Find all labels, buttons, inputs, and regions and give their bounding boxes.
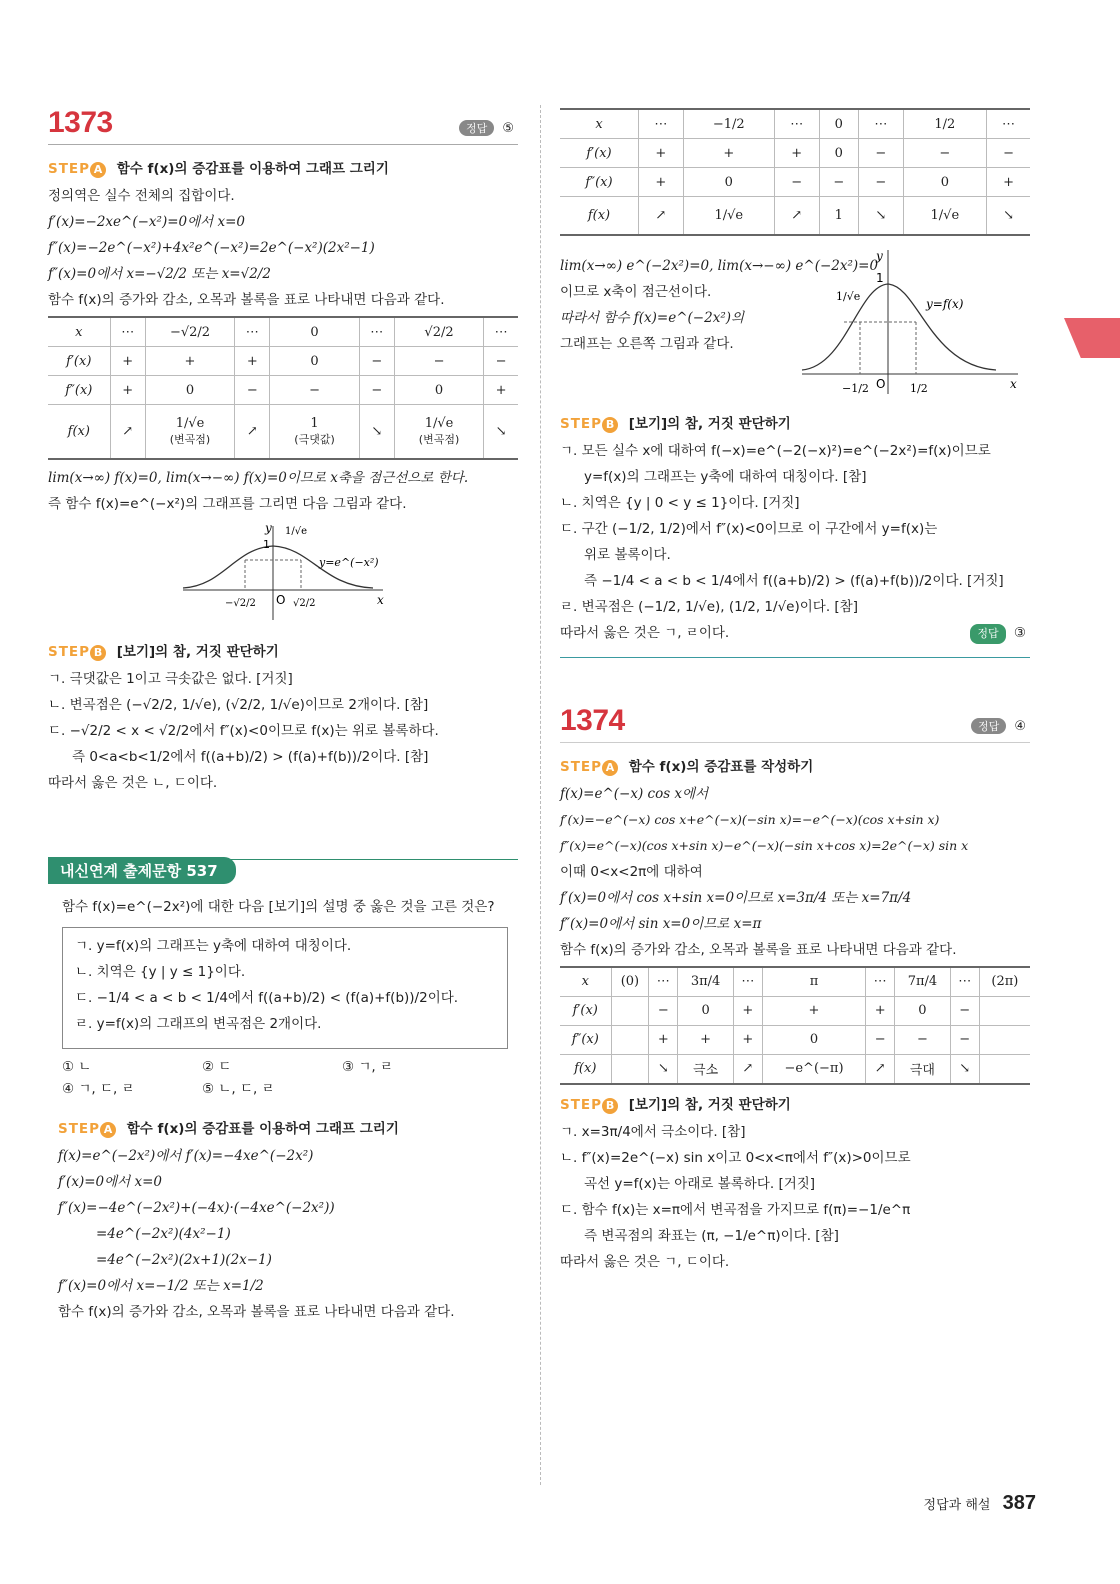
table-cell: + — [110, 347, 145, 376]
table-cell: ↗ — [774, 197, 819, 235]
step-title: 함수 f(x)의 증감표를 이용하여 그래프 그리기 — [116, 161, 389, 177]
text-line: 그래프는 오른쪽 그림과 같다. — [560, 335, 734, 352]
text-line: 즉 변곡점의 좌표는 (π, −1/e^π)이다. [참] — [584, 1227, 839, 1244]
cell-note: (변곡점) — [169, 432, 211, 446]
step-b-heading-1374 — [560, 1093, 1030, 1114]
table-cell: 0 — [683, 168, 774, 197]
left-column — [48, 100, 518, 1328]
table-cell — [270, 405, 359, 459]
step-letter: A — [90, 162, 106, 178]
answer-value: ④ — [1014, 718, 1026, 734]
table-cell: −e^(−π) — [762, 1054, 865, 1084]
step-title: [보기]의 참, 거짓 판단하기 — [628, 1096, 791, 1113]
table-cell: ⋯ — [110, 317, 145, 347]
text-line: 이므로 x축이 점근선이다. — [560, 283, 712, 300]
table-cell — [145, 405, 234, 459]
table-cell: + — [683, 139, 774, 168]
text-line: 즉 −1/4 < a < b < 1/4에서 f((a+b)/2) > (f(a)+f(b))/2이다. [거짓] — [584, 572, 1004, 589]
table-cell: ⋯ — [733, 967, 762, 997]
bell-curve-graph-537 — [796, 244, 1026, 404]
table-row — [48, 405, 518, 459]
conclusion: 따라서 옳은 것은 ㄱ, ㄹ이다. — [560, 624, 730, 641]
table-cell: ↗ — [733, 1054, 762, 1084]
footer-label: 정답과 해설 — [923, 1498, 991, 1513]
formula-line: f′(x)=0에서 x=0 — [58, 1173, 162, 1190]
related-title: 내신연계 출제문항 537 — [48, 857, 236, 884]
bogi-item: ㄴ. 치역은 {y | y ≤ 1}이다. — [75, 963, 246, 980]
table-cell — [979, 1025, 1030, 1054]
step-letter: A — [602, 760, 618, 776]
curve-label: y=f(x) — [926, 296, 964, 311]
text-line: 곡선 y=f(x)는 아래로 볼록하다. [거짓] — [584, 1175, 816, 1192]
table-cell: f(x) — [48, 405, 110, 459]
table-cell: − — [774, 168, 819, 197]
table-cell: 0 — [819, 109, 858, 139]
table-row — [560, 1025, 1030, 1054]
formula-line: lim(x→∞) f(x)=0, lim(x→−∞) f(x)=0이므로 x축을 점근선으로 한다. — [48, 469, 469, 486]
table-cell: + — [639, 168, 684, 197]
answer-value: ③ — [1013, 624, 1026, 641]
table-row — [48, 347, 518, 376]
page-number: 387 — [1002, 1492, 1036, 1514]
related-problem — [48, 857, 518, 1322]
table-cell: 1/√e — [903, 197, 986, 235]
step-tag: STEP — [560, 415, 603, 432]
step-title: 함수 f(x)의 증감표를 작성하기 — [628, 758, 814, 775]
table-cell: + — [110, 376, 145, 405]
table-cell: 0 — [678, 996, 734, 1025]
bell-curve-graph-1373 — [173, 520, 393, 630]
table-row — [560, 109, 1030, 139]
table-cell: − — [950, 996, 979, 1025]
cell-value: 1 — [310, 415, 319, 431]
table-cell: √2/2 — [394, 317, 483, 347]
table-cell — [611, 996, 649, 1025]
table-cell: − — [649, 996, 678, 1025]
table-cell: + — [235, 347, 270, 376]
y-label: y — [265, 520, 272, 535]
text-line: 즉 0<a<b<1/2에서 f((a+b)/2) > (f(a)+f(b))/2이다. [참] — [72, 748, 429, 765]
text-line: 함수 f(x)의 증가와 감소, 오목과 볼록을 표로 나타내면 다음과 같다. — [48, 292, 445, 308]
table-row — [560, 139, 1030, 168]
origin-label: O — [876, 376, 886, 391]
table-cell: − — [359, 347, 394, 376]
table-cell: − — [484, 347, 518, 376]
step-tag: STEP — [48, 643, 91, 660]
bogi-box — [62, 927, 508, 1049]
table-cell — [979, 1054, 1030, 1084]
table-cell: ⋯ — [484, 317, 518, 347]
table-cell: 0 — [762, 1025, 865, 1054]
text-line: ㄴ. 변곡점은 (−√2/2, 1/√e), (√2/2, 1/√e)이므로 2개이다. [참] — [48, 696, 429, 713]
formula-line: f(x)=e^(−x) cos x에서 — [560, 785, 709, 802]
table-cell: + — [987, 168, 1030, 197]
answer-label: 정답 — [970, 624, 1005, 644]
related-question: 함수 f(x)=e^(−2x²)에 대한 다음 [보기]의 설명 중 옳은 것을 고른 것은? — [62, 898, 495, 915]
step-title: 함수 f(x)의 증감표를 이용하여 그래프 그리기 — [126, 1120, 399, 1137]
x-label: x — [377, 592, 384, 607]
curve — [802, 284, 996, 370]
problem-number: 1373 — [48, 106, 113, 139]
formula-line: f″(x)=0에서 x=−1/2 또는 x=1/2 — [58, 1277, 264, 1294]
table-cell: x — [560, 967, 611, 997]
table-cell — [394, 405, 483, 459]
table-cell: −1/2 — [683, 109, 774, 139]
variation-table-1373 — [48, 316, 518, 460]
text-line: 이때 0<x<2π에 대하여 — [560, 863, 703, 880]
step-b-heading-537 — [560, 412, 1030, 433]
side-tab — [1064, 318, 1120, 358]
problem-1374-header — [560, 698, 1030, 743]
table-cell: 0 — [903, 168, 986, 197]
table-cell: f′(x) — [560, 996, 611, 1025]
table-cell: 0 — [895, 996, 951, 1025]
table-cell: 0 — [145, 376, 234, 405]
formula-line: f″(x)=e^(−x)(cos x+sin x)−e^(−x)(−sin x+cos x)=2e^(−x) sin x — [560, 837, 969, 853]
variation-table-1374 — [560, 966, 1030, 1085]
step-a-heading-1374 — [560, 755, 1030, 776]
table-row — [48, 376, 518, 405]
table-cell: + — [733, 996, 762, 1025]
text-line: ㄷ. −√2/2 < x < √2/2에서 f″(x)<0이므로 f(x)는 위로 볼록하다. — [48, 722, 439, 739]
asymptote-section — [560, 244, 1030, 404]
table-cell: ⋯ — [639, 109, 684, 139]
table-cell: 0 — [394, 376, 483, 405]
text-line: 즉 함수 f(x)=e^(−x²)의 그래프를 그리면 다음 그림과 같다. — [48, 495, 407, 512]
table-cell: + — [484, 376, 518, 405]
table-cell: 3π/4 — [678, 967, 734, 997]
table-cell: f″(x) — [560, 168, 639, 197]
step-title: [보기]의 참, 거짓 판단하기 — [628, 415, 791, 432]
choice-4[interactable]: ④ ㄱ, ㄷ, ㄹ — [62, 1080, 135, 1097]
answer-label: 정답 — [971, 718, 1006, 734]
answer-badge — [971, 718, 1026, 734]
inflection-value-label: 1/√e — [836, 289, 861, 303]
table-cell: ⋯ — [859, 109, 904, 139]
table-cell: ⋯ — [987, 109, 1030, 139]
neg-tick-label: −1/2 — [842, 381, 869, 395]
problem-1373-header — [48, 100, 518, 145]
table-cell: f(x) — [560, 1054, 611, 1084]
column-divider — [540, 105, 541, 1485]
step-letter: B — [90, 645, 106, 661]
table-cell: ↘ — [484, 405, 518, 459]
formula-line: 따라서 함수 f(x)=e^(−2x²)의 — [560, 309, 745, 326]
pos-tick-label: 1/2 — [910, 381, 928, 395]
table-cell — [979, 996, 1030, 1025]
formula-line: f″(x)=0에서 x=−√2/2 또는 x=√2/2 — [48, 266, 271, 282]
choice-2[interactable]: ② ㄷ — [202, 1058, 232, 1075]
choice-5[interactable]: ⑤ ㄴ, ㄷ, ㄹ — [202, 1080, 275, 1097]
text-line: 위로 볼록이다. — [584, 546, 671, 563]
table-cell: 0 — [270, 317, 359, 347]
bogi-item: ㄷ. −1/4 < a < b < 1/4에서 f((a+b)/2) < (f(a)+f(b))/2이다. — [75, 989, 459, 1006]
table-cell: − — [359, 376, 394, 405]
formula-line: f″(x)=−4e^(−2x²)+(−4x)·(−4xe^(−2x²)) — [58, 1199, 335, 1216]
step-letter: B — [602, 417, 618, 433]
max-label: 1 — [263, 537, 270, 551]
table-cell: ↗ — [866, 1054, 895, 1084]
table-cell: ↗ — [639, 197, 684, 235]
table-cell: f(x) — [560, 197, 639, 235]
table-row — [560, 168, 1030, 197]
table-cell: 0 — [819, 139, 858, 168]
text-line: ㄱ. x=3π/4에서 극소이다. [참] — [560, 1123, 746, 1140]
table-cell: ↘ — [859, 197, 904, 235]
text-line: ㄱ. 극댓값은 1이고 극솟값은 없다. [거짓] — [48, 670, 293, 687]
step-letter: B — [602, 1098, 618, 1114]
cell-note: (극댓값) — [294, 432, 335, 446]
formula-line: =4e^(−2x²)(4x²−1) — [96, 1225, 231, 1242]
table-cell: f′(x) — [48, 347, 110, 376]
table-cell: 극소 — [678, 1054, 734, 1084]
formula-line: f″(x)=0에서 sin x=0이므로 x=π — [560, 915, 762, 932]
table-cell: ↗ — [110, 405, 145, 459]
step-b-heading — [48, 640, 518, 661]
y-label: y — [876, 248, 883, 263]
table-cell: ⋯ — [866, 967, 895, 997]
table-cell: − — [866, 1025, 895, 1054]
table-cell: + — [639, 139, 684, 168]
related-header — [48, 857, 518, 883]
table-row — [560, 967, 1030, 997]
choice-3[interactable]: ③ ㄱ, ㄹ — [342, 1058, 394, 1075]
section-rule — [560, 657, 1030, 658]
formula-line: f″(x)=−2e^(−x²)+4x²e^(−x²)=2e^(−x²)(2x²−1) — [48, 240, 375, 256]
step-tag: STEP — [560, 758, 603, 775]
table-cell: ↘ — [987, 197, 1030, 235]
text-line: ㄴ. f″(x)=2e^(−x) sin x이고 0<x<π에서 f″(x)>0이므로 — [560, 1149, 911, 1166]
table-row — [560, 996, 1030, 1025]
text-line: 따라서 옳은 것은 ㄴ, ㄷ이다. — [48, 774, 218, 791]
table-cell: + — [762, 996, 865, 1025]
table-cell: + — [733, 1025, 762, 1054]
table-cell: π — [762, 967, 865, 997]
step-tag: STEP — [48, 161, 91, 177]
table-cell: f″(x) — [48, 376, 110, 405]
inflection-value-label: 1/√e — [285, 525, 308, 537]
table-cell: − — [819, 168, 858, 197]
table-cell: ↘ — [359, 405, 394, 459]
table-cell: + — [678, 1025, 734, 1054]
table-cell: ⋯ — [359, 317, 394, 347]
text-line: 함수 f(x)의 증가와 감소, 오목과 볼록을 표로 나타내면 다음과 같다. — [560, 941, 957, 958]
table-cell: ⋯ — [235, 317, 270, 347]
text-line: 따라서 옳은 것은 ㄱ, ㄷ이다. — [560, 1253, 730, 1270]
table-cell: 극대 — [895, 1054, 951, 1084]
formula-line: f′(x)=−2xe^(−x²)=0에서 x=0 — [48, 214, 245, 230]
text-line: ㄷ. 함수 f(x)는 x=π에서 변곡점을 가지므로 f(π)=−1/e^π — [560, 1201, 911, 1218]
table-cell: − — [235, 376, 270, 405]
answer-badge — [459, 120, 514, 136]
bogi-item: ㄱ. y=f(x)의 그래프는 y축에 대하여 대칭이다. — [75, 937, 352, 954]
text-line: ㄴ. 치역은 {y | 0 < y ≤ 1}이다. [거짓] — [560, 494, 800, 511]
step-tag: STEP — [58, 1120, 101, 1137]
table-cell: + — [774, 139, 819, 168]
table-cell: − — [903, 139, 986, 168]
page-footer — [924, 1492, 1036, 1515]
table-cell: x — [48, 317, 110, 347]
origin-label: O — [276, 592, 286, 607]
text-line: ㄱ. 모든 실수 x에 대하여 f(−x)=e^(−2(−x)²)=e^(−2x²)=f(x)이므로 — [560, 442, 991, 459]
table-cell: + — [866, 996, 895, 1025]
related-step-a-heading — [48, 1117, 518, 1138]
x-label: x — [1010, 376, 1017, 391]
table-cell: f″(x) — [560, 1025, 611, 1054]
table-cell: + — [649, 1025, 678, 1054]
table-cell: 1 — [819, 197, 858, 235]
formula-line: f′(x)=0에서 cos x+sin x=0이므로 x=3π/4 또는 x=7π/4 — [560, 889, 912, 906]
table-cell: 0 — [270, 347, 359, 376]
table-cell: ↗ — [235, 405, 270, 459]
pos-tick-label: √2/2 — [293, 597, 316, 609]
table-cell: − — [859, 168, 904, 197]
variation-table-537 — [560, 108, 1030, 236]
table-cell: 7π/4 — [895, 967, 951, 997]
table-cell: − — [895, 1025, 951, 1054]
neg-tick-label: −√2/2 — [225, 597, 256, 609]
text-line: 함수 f(x)의 증가와 감소, 오목과 볼록을 표로 나타내면 다음과 같다. — [58, 1303, 455, 1320]
step-a-heading — [48, 157, 518, 178]
formula-line: =4e^(−2x²)(2x+1)(2x−1) — [96, 1251, 272, 1268]
formula-line: lim(x→∞) e^(−2x²)=0, lim(x→−∞) e^(−2x²)=0 — [560, 257, 879, 274]
table-cell: 1/2 — [903, 109, 986, 139]
max-label: 1 — [876, 270, 884, 285]
formula-line: f′(x)=−e^(−x) cos x+e^(−x)(−sin x)=−e^(−x)(cos x+sin x) — [560, 811, 940, 827]
table-cell: ↘ — [649, 1054, 678, 1084]
table-cell: f′(x) — [560, 139, 639, 168]
table-cell: −√2/2 — [145, 317, 234, 347]
text-line: ㄹ. 변곡점은 (−1/2, 1/√e), (1/2, 1/√e)이다. [참] — [560, 598, 858, 615]
answer-value: ⑤ — [502, 121, 514, 136]
curve-label: y=e^(−x²) — [319, 555, 379, 569]
table-cell: (2π) — [979, 967, 1030, 997]
table-row — [48, 317, 518, 347]
answer-badge — [970, 623, 1026, 644]
cell-value: 1/√e — [424, 415, 454, 431]
table-cell: ⋯ — [649, 967, 678, 997]
table-cell: + — [145, 347, 234, 376]
table-cell: 1/√e — [683, 197, 774, 235]
table-cell: − — [987, 139, 1030, 168]
table-cell: − — [950, 1025, 979, 1054]
choices — [62, 1055, 518, 1097]
step-tag: STEP — [560, 1096, 603, 1113]
text-line: y=f(x)의 그래프는 y축에 대하여 대칭이다. [참] — [584, 468, 867, 485]
formula-line: f(x)=e^(−2x²)에서 f′(x)=−4xe^(−2x²) — [58, 1147, 314, 1164]
bogi-item: ㄹ. y=f(x)의 그래프의 변곡점은 2개이다. — [75, 1015, 322, 1032]
table-row — [560, 1054, 1030, 1084]
answer-label: 정답 — [459, 120, 494, 136]
table-cell: ↘ — [950, 1054, 979, 1084]
table-cell: − — [270, 376, 359, 405]
text-line: ㄷ. 구간 (−1/2, 1/2)에서 f″(x)<0이므로 이 구간에서 y=f(x)는 — [560, 520, 938, 537]
table-cell: (0) — [611, 967, 649, 997]
cell-value: 1/√e — [175, 415, 205, 431]
table-cell: − — [859, 139, 904, 168]
problem-number: 1374 — [560, 703, 625, 737]
cell-note: (변곡점) — [418, 432, 460, 446]
table-cell: x — [560, 109, 639, 139]
related-step-a-body — [48, 1146, 518, 1322]
step-letter: A — [100, 1122, 116, 1138]
step-title: [보기]의 참, 거짓 판단하기 — [116, 643, 279, 660]
table-cell: − — [394, 347, 483, 376]
table-cell — [611, 1025, 649, 1054]
table-row — [560, 197, 1030, 235]
text-line: 정의역은 실수 전체의 집합이다. — [48, 188, 235, 204]
table-cell: ⋯ — [774, 109, 819, 139]
choice-1[interactable]: ① ㄴ — [62, 1058, 92, 1075]
table-cell — [611, 1054, 649, 1084]
text-line — [560, 623, 1030, 643]
table-cell: ⋯ — [950, 967, 979, 997]
right-column — [560, 108, 1030, 1278]
